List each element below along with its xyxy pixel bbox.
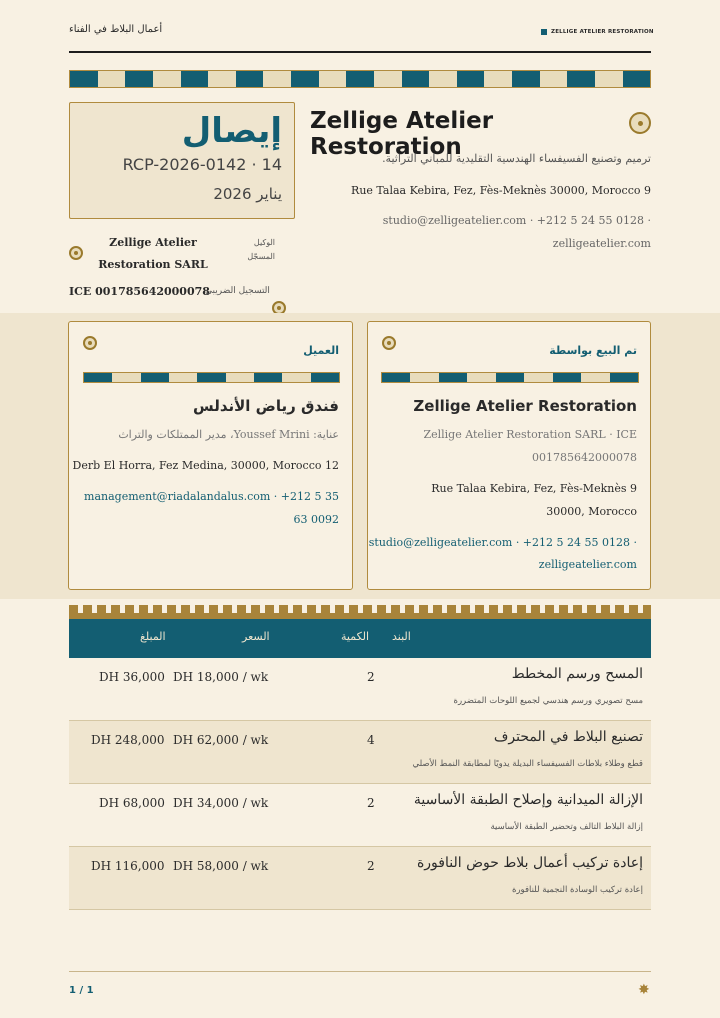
medallion-icon (382, 336, 396, 350)
seller-contact-1[interactable]: studio@zelligeatelier.com · +212 5 24 55 0128 · (368, 536, 637, 549)
agent-block (69, 230, 295, 310)
row-title: إعادة تركيب أعمال بلاط حوض النافورة (416, 855, 643, 871)
col-qty-header: الكمية (341, 630, 370, 643)
row-desc: مسح تصويري ورسم هندسي لجميع اللوحات المتضررة (453, 696, 643, 706)
receipt-date: يناير 2026 (213, 185, 282, 203)
header-rule (69, 51, 651, 53)
zellige-strip-client (83, 372, 340, 383)
tax-label: التسجيل الضريبي (205, 286, 270, 296)
row-desc: قطع وطلاء بلاطات الفسيفساء البديلة يدويًا لمطابقة النمط الأصلي (412, 759, 643, 769)
seller-label: تم البيع بواسطة (549, 344, 637, 357)
zellige-strip-seller (381, 372, 639, 383)
medallion-icon (83, 336, 97, 350)
company-tagline: ترميم وتصنيع الفسيفساء الهندسية التقليدية للمباني التراثية. (382, 152, 651, 165)
agent-value: Zellige Atelier Restoration SARL (98, 236, 208, 271)
company-contact-2: zelligeatelier.com (552, 237, 651, 250)
row-amount: DH 36,000 (99, 670, 165, 684)
table-row (69, 847, 651, 910)
row-qty: 2 (367, 670, 375, 684)
row-price: DH 18,000 / wk (173, 670, 269, 684)
client-label: العميل (303, 344, 339, 357)
footer-rule (69, 971, 651, 972)
table-row (69, 784, 651, 847)
client-attn: عناية: Youssef Mrini، مدير الممتلكات والتراث (118, 428, 339, 441)
star-medallion-icon (629, 112, 651, 134)
zellige-strip-top (69, 70, 651, 88)
agent-label: الوكيل المسجّل (247, 238, 275, 261)
row-qty: 4 (367, 733, 375, 747)
row-price: DH 34,000 / wk (173, 796, 269, 810)
page-number: 1 / 1 (69, 985, 94, 996)
client-contact-2[interactable]: 63 0092 (293, 513, 339, 526)
seller-name: Zellige Atelier Restoration (413, 397, 637, 415)
row-price: DH 62,000 / wk (173, 733, 269, 747)
seller-legal-2: 001785642000078 (532, 451, 637, 464)
table-header (69, 619, 651, 658)
seller-legal-1: Zellige Atelier Restoration SARL · ICE (423, 428, 637, 441)
table-row (69, 721, 651, 784)
star-icon: ✸ (638, 982, 650, 998)
seller-address-1: Rue Talaa Kebira, Fez, Fès-Meknès 9 (431, 482, 637, 495)
receipt-box (69, 102, 295, 219)
row-amount: DH 248,000 (91, 733, 165, 747)
brand-tag (541, 29, 654, 35)
row-title: الإزالة الميدانية وإصلاح الطبقة الأساسية (413, 792, 643, 808)
seller-address-2: 30000, Morocco (546, 505, 637, 518)
row-amount: DH 116,000 (91, 859, 165, 873)
row-desc: إعادة تركيب الوسادة النجمية للنافورة (512, 885, 643, 895)
company-name: Zellige Atelier Restoration (310, 108, 494, 160)
seller-card (367, 321, 651, 590)
client-contact-1[interactable]: management@riadalandalus.com · +212 5 35 (84, 490, 339, 503)
row-qty: 2 (367, 859, 375, 873)
company-contact-1: studio@zelligeatelier.com · +212 5 24 55 0128 · (382, 214, 651, 227)
receipt-title: إيصال (181, 111, 282, 151)
brand-tag-text: ZELLIGE ATELIER RESTORATION (551, 29, 654, 35)
tax-value: ICE 001785642000078 (69, 285, 210, 298)
row-amount: DH 68,000 (99, 796, 165, 810)
receipt-number: RCP-2026-0142 · 14 (122, 155, 282, 174)
col-amount-header: المبلغ (140, 630, 166, 643)
row-title: المسح ورسم المخطط (511, 666, 643, 682)
row-title: تصنيع البلاط في المحترف (493, 729, 643, 745)
row-price: DH 58,000 / wk (173, 859, 269, 873)
row-desc: إزالة البلاط التالف وتحضير الطبقة الأساسية (490, 822, 643, 832)
brand-square-icon (541, 29, 547, 35)
company-block (310, 106, 651, 256)
header-ar-title: أعمال البلاط في الفناء (69, 24, 163, 35)
company-address: Rue Talaa Kebira, Fez, Fès-Meknès 30000, Morocco 9 (351, 184, 651, 197)
client-card (68, 321, 353, 590)
col-price-header: السعر (242, 630, 270, 643)
table-crenel-border (69, 605, 651, 619)
seller-contact-2[interactable]: zelligeatelier.com (538, 558, 637, 571)
row-qty: 2 (367, 796, 375, 810)
table-row (69, 658, 651, 721)
client-name: فندق رياض الأندلس (193, 397, 339, 415)
col-item-header: البند (392, 630, 411, 643)
client-address: Derb El Horra, Fez Medina, 30000, Morocco 12 (72, 459, 339, 472)
